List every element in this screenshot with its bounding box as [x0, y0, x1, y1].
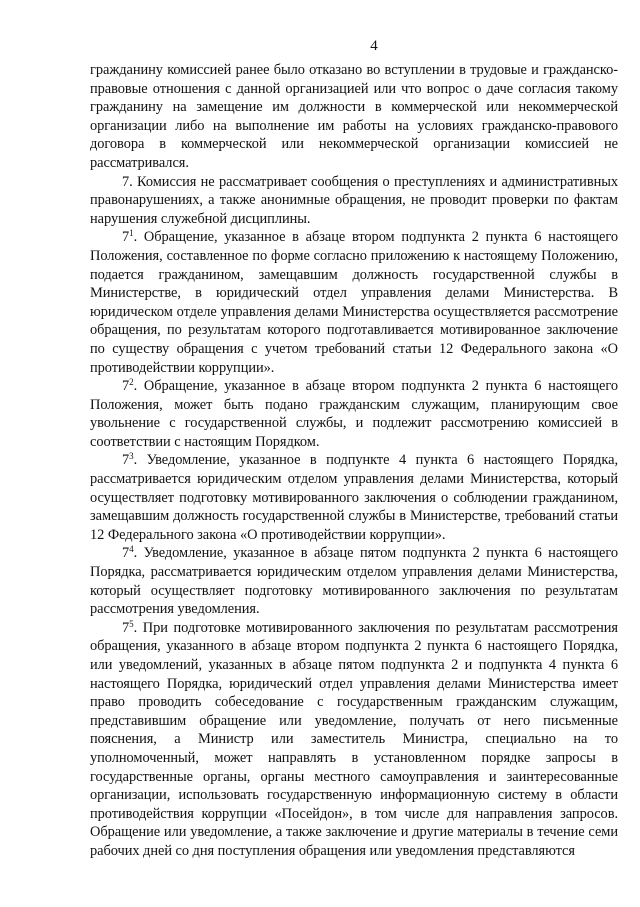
page-number: 4	[370, 38, 378, 54]
paragraph-continuation	[90, 61, 618, 173]
paragraph-number: 7	[122, 545, 130, 562]
paragraph-number: 7	[122, 378, 130, 395]
paragraph-text: Комиссия не рассматривает сообщения о преступлениях и административных правонарушениях, а также анонимные обращения, не проводит проверки по фактам нарушения служебной дисциплины.	[90, 173, 618, 227]
paragraph-number-superscript: 4	[129, 544, 134, 555]
paragraph-number: 7	[122, 619, 130, 636]
paragraph-text: . Уведомление, указанное в абзаце пятом подпункта 2 пункта 6 настоящего Порядка, рассматривается юридическим отделом управления делами Министерства, который осуществляет подготовку мотивированного заключения по результатам рассмотрения уведомления.	[90, 545, 618, 618]
paragraph-text: . Обращение, указанное в абзаце втором подпункта 2 пункта 6 настоящего Положения, может быть подано гражданским служащим, планирующим свое увольнение с государственной службы, и подлежит рассмотрению комиссией в соответствии с настоящим Порядком.	[90, 378, 618, 450]
paragraph-7	[90, 173, 618, 229]
paragraph-7-5	[90, 619, 618, 861]
paragraph-text: . Обращение, указанное в абзаце втором подпункта 2 пункта 6 настоящего Положения, составленное по форме согласно приложению к настоящему Положению, подается гражданином, замещавшим должность государственной службы в Министерстве, в юридический отдел управления делами Министерства. В юридическом отделе управления делами Министерства осуществляется рассмотрение обращения, по результатам которого подготавливается мотивированное заключение по существу обращения с учетом требований статьи 12 Федерального закона «О противодействии коррупции».	[90, 229, 618, 376]
paragraph-7-4	[90, 544, 618, 618]
paragraph-number-superscript: 2	[129, 377, 134, 388]
paragraph-number-superscript: 3	[129, 451, 134, 462]
paragraph-7-1	[90, 228, 618, 377]
paragraph-7-2	[90, 377, 618, 451]
paragraph-text: . При подготовке мотивированного заключения по результатам рассмотрения обращения, указанного в абзаце втором подпункта 2 пункта 6 настоящего Порядка, или уведомлений, указанных в абзаце пятом подпункта 2 и подпункта 4 пункта 6 настоящего Порядка, юридический отдел управления делами Министерства имеет право проводить собеседование с государственным гражданским служащим, представившим обращение или уведомление, получать от него письменные пояснения, а Министр или заместитель Министра, специально на то уполномоченный, может направлять в установленном порядке запросы в государственные органы, органы местного самоуправления и заинтересованные организации, использовать государственную информационную систему в области противодействия коррупции «Посейдон», в том числе для направления запросов. Обращение или уведомление, а также заключение и другие материалы в течение семи рабочих дней со дня поступления обращения или уведомления представляются	[90, 619, 618, 859]
paragraph-text: . Уведомление, указанное в подпункте 4 пункта 6 настоящего Порядка, рассматривается юридическим отделом управления делами Министерства, который осуществляет подготовку мотивированного заключения о соблюдении гражданином, замещавшим должность государственной службы в Министерстве, требований статьи 12 Федерального закона «О противодействии коррупции».	[90, 452, 618, 543]
paragraph-7-3	[90, 451, 618, 544]
paragraph-number: 7	[122, 452, 130, 469]
paragraph-number: 7.	[122, 173, 133, 190]
paragraph-text: гражданину комиссией ранее было отказано во вступлении в трудовые и гражданско-правовые отношения с данной организацией или что вопрос о даче согласия такому гражданину на замещение им должности в коммерческой или некоммерческой организации либо на выполнение им работы на условиях гражданско-правового договора в коммерческой или некоммерческой организации комиссией не рассматривался.	[90, 62, 618, 171]
paragraph-number-superscript: 1	[129, 228, 134, 239]
paragraph-number-superscript: 5	[129, 618, 134, 629]
paragraph-number: 7	[122, 229, 130, 246]
